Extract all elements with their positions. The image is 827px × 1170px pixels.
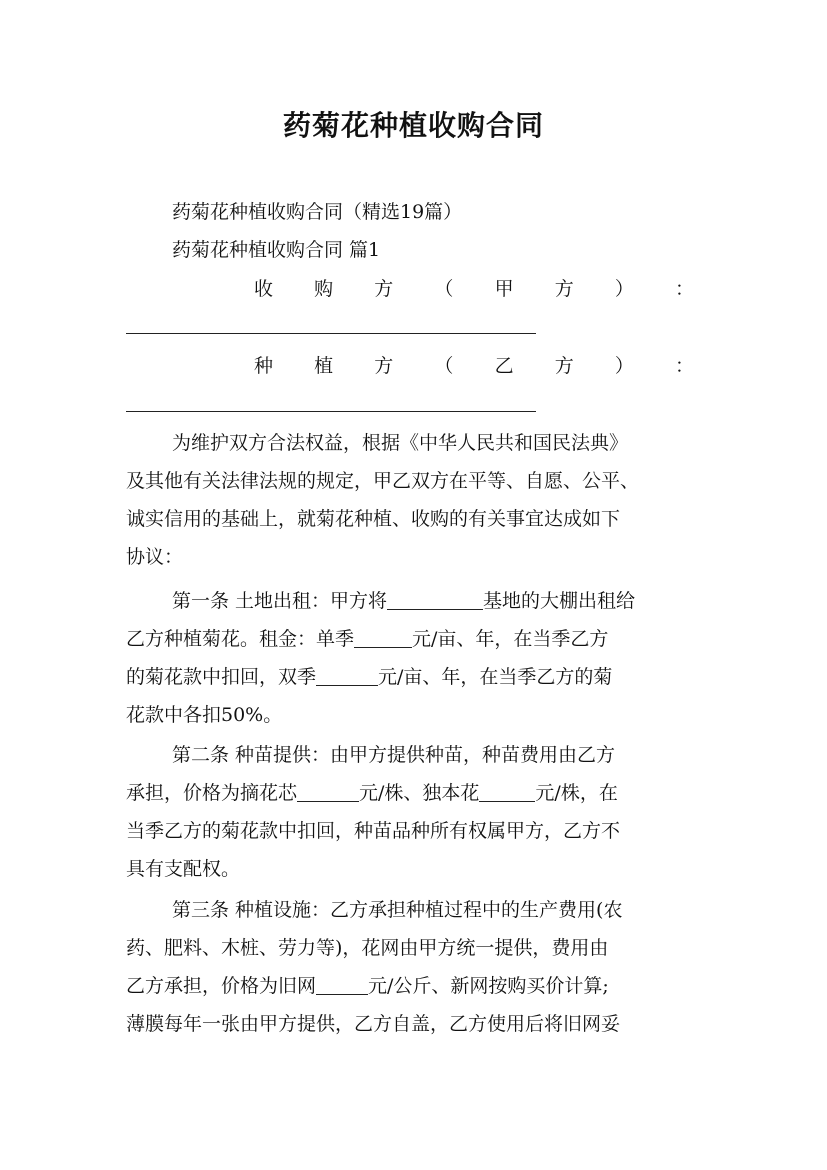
grower-char: 植 bbox=[314, 355, 334, 377]
article-2-line: 具有支配权。 bbox=[126, 858, 241, 880]
article-1-text: 元/亩、年，在当季乙方 bbox=[412, 628, 609, 650]
grower-char: 方 bbox=[554, 355, 574, 377]
article-3-text: 乙方承担，价格为旧网 bbox=[126, 975, 317, 997]
article-3-line: 薄膜每年一张由甲方提供，乙方自盖，乙方使用后将旧网妥 bbox=[126, 1013, 621, 1035]
article-1-text: 乙方种植菊花。租金：单季 bbox=[126, 628, 355, 650]
grower-char: ） bbox=[614, 355, 634, 377]
article-2-line bbox=[126, 774, 706, 812]
grower-char: ： bbox=[674, 355, 694, 377]
grower-label bbox=[254, 347, 694, 385]
grower-blank-line bbox=[126, 411, 536, 412]
article-3-line bbox=[126, 967, 706, 1005]
blank-field bbox=[479, 781, 535, 802]
blank-field bbox=[297, 781, 359, 802]
article-1-line bbox=[126, 620, 706, 658]
buyer-char: ： bbox=[674, 278, 694, 300]
document-title: 药菊花种植收购合同 bbox=[282, 109, 544, 142]
article-2-text: 承担，价格为摘花芯 bbox=[126, 782, 298, 804]
intro-line: 及其他有关法律法规的规定，甲乙双方在平等、自愿、公平、 bbox=[126, 470, 640, 492]
blank-field bbox=[354, 627, 412, 648]
grower-char: 乙 bbox=[494, 355, 514, 377]
grower-char: 方 bbox=[374, 355, 394, 377]
buyer-char: 方 bbox=[554, 278, 574, 300]
article-3-text: 元/公斤、新网按购买价计算; bbox=[368, 975, 609, 997]
article-1-line bbox=[172, 582, 706, 620]
blank-field bbox=[387, 589, 483, 610]
blank-field bbox=[316, 665, 378, 686]
article-1-text: 元/亩、年，在当季乙方的菊 bbox=[378, 666, 613, 688]
buyer-label bbox=[254, 270, 694, 308]
grower-char: （ bbox=[434, 355, 454, 377]
buyer-char: 购 bbox=[314, 278, 334, 300]
article-3-line: 第三条 种植设施：乙方承担种植过程中的生产费用(农 bbox=[172, 899, 623, 921]
article-3-line: 药、肥料、木桩、劳力等)，花网由甲方统一提供，费用由 bbox=[126, 937, 609, 959]
article-2-text: 元/株、独本花 bbox=[359, 782, 480, 804]
article-2-line: 第二条 种苗提供：由甲方提供种苗，种苗费用由乙方 bbox=[172, 744, 616, 766]
subtitle: 药菊花种植收购合同（精选19篇） bbox=[172, 201, 463, 223]
grower-char: 种 bbox=[254, 355, 274, 377]
article-2-text: 元/株，在 bbox=[535, 782, 618, 804]
article-2-line: 当季乙方的菊花款中扣回，种苗品种所有权属甲方，乙方不 bbox=[126, 820, 621, 842]
article-1-line bbox=[126, 658, 706, 696]
article-1-text: 基地的大棚出租给 bbox=[483, 590, 636, 612]
article-1-text: 第一条 土地出租：甲方将 bbox=[172, 590, 388, 612]
buyer-blank-line bbox=[126, 333, 536, 334]
intro-line: 为维护双方合法权益，根据《中华人民共和国民法典》 bbox=[172, 432, 629, 454]
article-1-text: 的菊花款中扣回，双季 bbox=[126, 666, 317, 688]
intro-line: 诚实信用的基础上，就菊花种植、收购的有关事宜达成如下 bbox=[126, 508, 621, 530]
article-1-line: 花款中各扣50%。 bbox=[126, 704, 283, 726]
section-title: 药菊花种植收购合同 篇1 bbox=[172, 239, 381, 261]
buyer-char: 方 bbox=[374, 278, 394, 300]
intro-line: 协议： bbox=[126, 546, 184, 568]
buyer-char: ） bbox=[614, 278, 634, 300]
blank-field bbox=[316, 974, 368, 995]
buyer-char: （ bbox=[434, 278, 454, 300]
buyer-char: 甲 bbox=[494, 278, 514, 300]
buyer-char: 收 bbox=[254, 278, 274, 300]
